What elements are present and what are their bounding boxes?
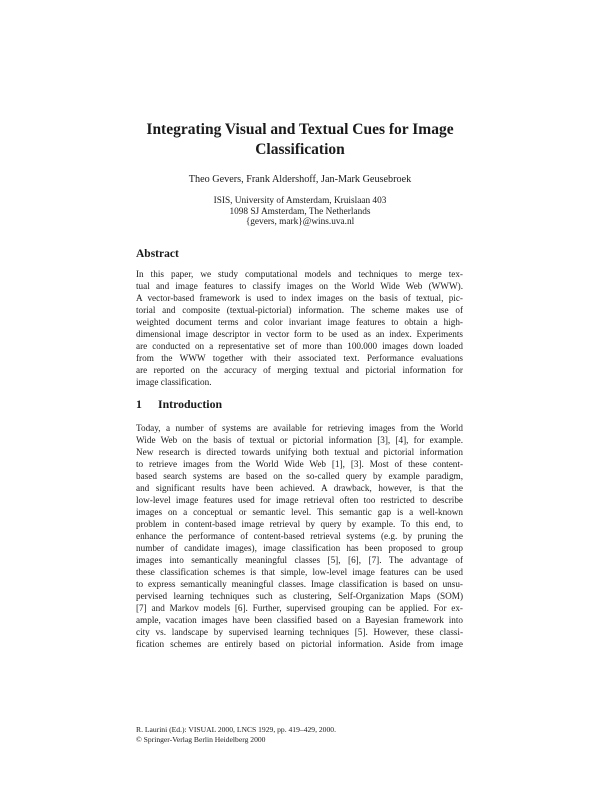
abstract-heading: Abstract [136, 248, 179, 260]
publication-footer [136, 725, 336, 744]
introduction-body [136, 422, 463, 650]
affiliation-block [100, 196, 500, 228]
affiliation-email: {gevers, mark}@wins.uva.nl [245, 217, 355, 227]
abstract-line: torial and composite (textual-pictorial) information. The scheme makes use of [136, 305, 463, 315]
body-line: enhance the performance of content-based retrieval systems (e.g. by pruning the [136, 531, 463, 541]
body-line: city vs. landscape by supervised learning techniques [5]. However, these classi- [136, 627, 463, 637]
affiliation-line: 1098 SJ Amsterdam, The Netherlands [229, 206, 371, 217]
body-line: based search systems are based on the so-called query by example paradigm, [136, 471, 463, 481]
abstract-line: image classification. [136, 377, 212, 387]
abstract-line: dimensional image descriptor in vector form to be used as an index. Experiments [136, 329, 463, 339]
abstract-line: are conducted on a representative set of more than 100.000 images down loaded [136, 341, 463, 351]
body-line: number of candidate images), image classification has been proposed to group [136, 543, 463, 553]
title-line: Classification [255, 141, 345, 158]
body-line: images into semantically meaningful classes [5], [6], [7]. The advantage of [136, 555, 463, 565]
abstract-line: from the WWW together with their associated text. Performance evaluations [136, 353, 463, 363]
body-line: fication schemes are entirely based on pictorial information. Aside from image [136, 639, 463, 649]
body-line: images on a conceptual or semantic level. This semantic gap is a well-known [136, 507, 463, 517]
body-line: and significant results have been achieved. A drawback, however, is that the [136, 483, 463, 493]
abstract-body [136, 268, 463, 388]
abstract-line: are reported on the accuracy of merging textual and pictorial information for [136, 365, 463, 375]
abstract-line: weighted document terms and color invariant image features to obtain a high- [136, 317, 463, 327]
copyright-line: © Springer-Verlag Berlin Heidelberg 2000 [136, 734, 266, 744]
affiliation-line: ISIS, University of Amsterdam, Kruislaan 403 [213, 196, 387, 206]
body-line: to express semantically meaningful classes. Image classification is based on unsu- [136, 579, 463, 589]
abstract-line: In this paper, we study computational models and techniques to merge tex- [136, 269, 463, 279]
citation-line: R. Laurini (Ed.): VISUAL 2000, LNCS 1929, pp. 419–429, 2000. [136, 725, 336, 734]
body-line: low-level image features used for image retrieval often too restricted to describe [136, 495, 463, 505]
paper-title [100, 120, 500, 160]
section-heading [136, 397, 222, 411]
author-list: Theo Gevers, Frank Aldershoff, Jan-Mark Geusebroek [188, 174, 412, 185]
body-line: [7] and Markov models [6]. Further, supervised grouping can be applied. For ex- [136, 603, 463, 613]
title-line: Integrating Visual and Textual Cues for Image [146, 121, 454, 138]
body-line: these classification schemes is that simple, low-level image features can be used [136, 567, 463, 577]
section-title: Introduction [158, 397, 223, 411]
body-line: ample, vacation images have been classified based on a Bayesian framework into [136, 615, 463, 625]
body-line: to retrieve images from the World Wide Web [1], [3]. Most of these content- [136, 459, 463, 469]
abstract-line: A vector-based framework is used to index images on the basis of textual, pic- [136, 293, 463, 303]
body-line: Today, a number of systems are available for retrieving images from the World [136, 423, 463, 433]
body-line: New research is directed towards unifying both textual and pictorial information [136, 447, 463, 457]
body-line: pervised learning techniques such as clustering, Self-Organization Maps (SOM) [136, 591, 463, 601]
abstract-line: tual and image features to classify images on the World Wide Web (WWW). [136, 281, 463, 291]
body-line: Wide Web on the basis of textual or pictorial information [3], [4], for example. [136, 435, 463, 445]
section-number: 1 [136, 397, 142, 411]
body-line: problem in content-based image retrieval by query by example. To this end, to [136, 519, 463, 529]
